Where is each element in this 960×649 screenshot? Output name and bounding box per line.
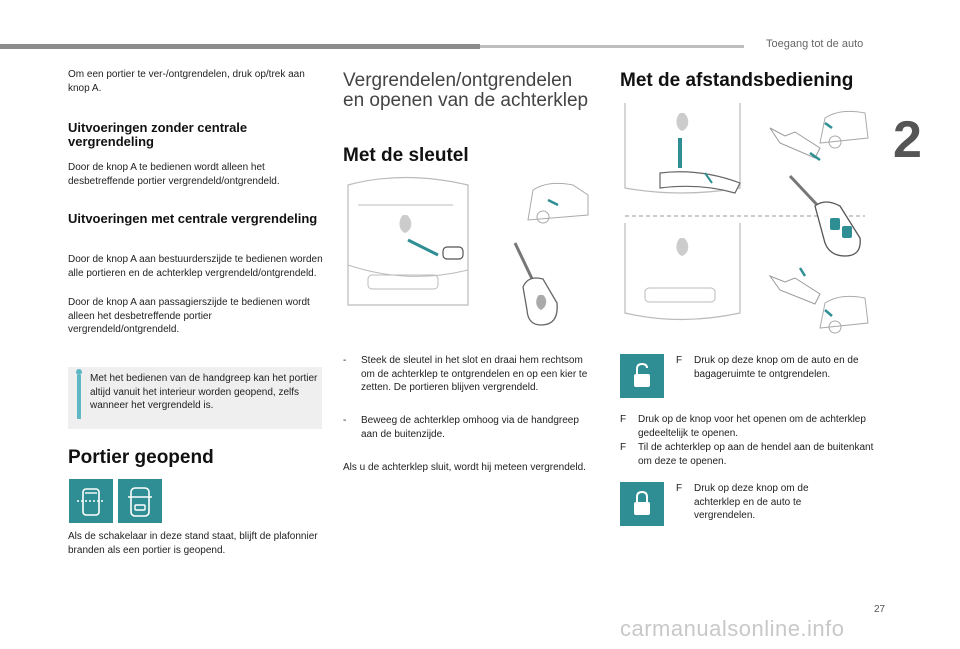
info-note <box>68 367 322 429</box>
section1-text: Door de knop A te bedienen wordt alleen het desbetreffende portier vergrendeld/ontgrendeld. <box>68 162 280 187</box>
section2-text-2: Door de knop A aan passagierszijde te bedienen wordt alleen het desbetreffende portier vergrendeld/ontgrendeld. <box>68 297 310 335</box>
closing-text: Als u de achterklep sluit, wordt hij meteen vergrendeld. <box>343 462 586 473</box>
main-title-line1: Vergrendelen/ontgrendelen <box>343 70 573 91</box>
interior-light-icon <box>118 479 162 523</box>
header-rule-dark <box>0 44 480 49</box>
intro-text: Om een portier te ver-/ontgrendelen, druk op/trek aan knop A. <box>68 69 305 94</box>
door-open-text: Als de schakelaar in deze stand staat, blijft de plafonnier branden als een portier is geopend. <box>68 531 318 556</box>
section2-text-1: Door de knop A aan bestuurderszijde te bedienen worden alle portieren en de achterklep vergrendeld/ontgrendeld. <box>68 254 323 279</box>
unlock-bullet: F Druk op deze knop om de auto en de bagageruimte te ontgrendelen. <box>676 355 859 380</box>
section2-title: Uitvoeringen met centrale vergrendeling <box>68 211 318 226</box>
tailgate-key-illustration <box>343 175 593 345</box>
key-bullet-1: - Steek de sleutel in het slot en draai hem rechtsom om de achterklep te ontgrendelen en op een kier te zetten. De portieren blijven vergrendeld. <box>343 355 588 393</box>
door-open-switch-icon <box>69 479 113 523</box>
header-rule-light <box>480 45 744 48</box>
remote-illustration <box>620 98 870 348</box>
main-title-line2: en openen van de achterklep <box>343 90 589 111</box>
chapter-title: Toegang tot de auto <box>766 38 864 50</box>
open-bullet-1: F Druk op de knop voor het openen om de achterklep gedeeltelijk te openen. <box>620 414 866 439</box>
info-note-text: Met het bedienen van de handgreep kan het portier altijd vanuit het interieur worden geopend, zelfs wanneer het vergrendeld is. <box>90 373 318 411</box>
chapter-number: 2 <box>893 111 922 169</box>
watermark: carmanualsonline.info <box>620 616 845 641</box>
door-open-title: Portier geopend <box>68 447 214 468</box>
info-bar <box>77 375 81 419</box>
unlock-icon <box>620 354 664 398</box>
key-bullet-2: - Beweeg de achterklep omhoog via de handgreep aan de buitenzijde. <box>343 415 579 440</box>
bullet-mark: F <box>620 442 627 453</box>
bullet-mark: F <box>676 483 683 494</box>
bullet-mark: - <box>343 355 347 366</box>
page-number: 27 <box>874 604 886 615</box>
open-bullet-2: F Til de achterklep op aan de hendel aan de buitenkant om deze te openen. <box>620 442 874 467</box>
key-title: Met de sleutel <box>343 145 469 166</box>
lock-icon <box>620 482 664 526</box>
bullet-mark: F <box>676 355 683 366</box>
lock-bullet: F Druk op deze knop om de achterklep en de auto te vergrendelen. <box>676 483 809 521</box>
remote-title: Met de afstandsbediening <box>620 70 854 91</box>
bullet-mark: F <box>620 414 627 425</box>
section1-title: Uitvoeringen zonder centrale vergrendeling <box>68 120 248 149</box>
bullet-mark: - <box>343 415 347 426</box>
